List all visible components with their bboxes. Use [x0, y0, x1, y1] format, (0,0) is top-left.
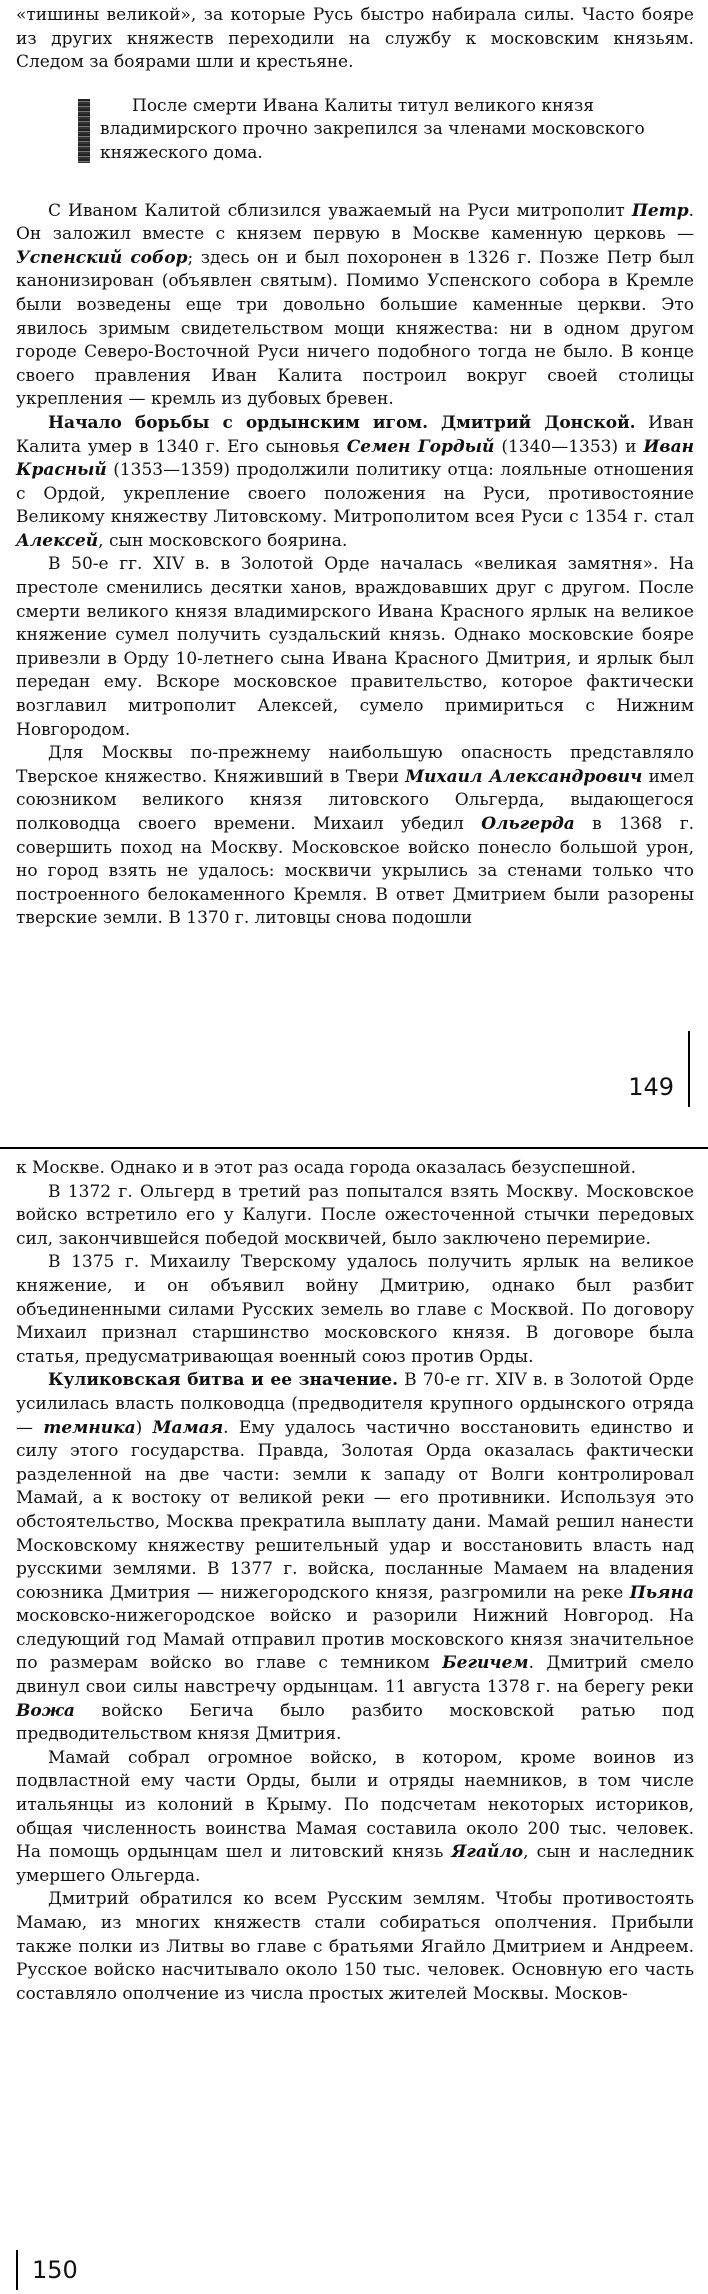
term-mamai: Мамая: [152, 1417, 224, 1438]
term-vozha: Вожа: [16, 1700, 75, 1721]
page-number-rule: [16, 2250, 18, 2290]
callout-box: [78, 95, 694, 166]
paragraph-intro: «тишины великой», за которые Русь быстро набирала силы. Часто бояре из других княжеств переходили на службу к московским князьям. Следом за боярами шли и крестьяне.: [16, 5, 694, 73]
paragraph-1372: В 1372 г. Ольгерд в третий раз попытался взять Москву. Московское войско встретило его у Калуги. После ожесточенной стычки передовых сил, закончившейся победой москвичей, было заключено перемирие.: [16, 1181, 694, 1249]
paragraph-tver: Для Москвы по-прежнему наибольшую опасность представляло Тверское княжество. Княживший в Твери Михаил Александрович имел союзником великого князя литовского Ольгерда, выдающегося полководца своего времени. Михаил убедил Ольгерда в 1368 г. совершить поход на Москву. Московское войско понесло большой урон, но город взять не удалось: москвичи укрылись за стенами только что построенного белокаменного Кремля. В ответ Дмитрием были разорены тверские земли. В 1370 г. литовцы снова подошли: [16, 743, 695, 929]
term-yagailo: Ягайло: [451, 1842, 524, 1863]
paragraph-struggle: Начало борьбы с ордынским игом. Дмитрий Донской. Иван Калита умер в 1340 г. Его сыновья Семен Гордый (1340—1353) и Иван Красный (1353—1359) продолжили политику отца: лояльные отношения с Ордой, укрепление своего положения на Руси, противостояние Великому княжеству Литовскому. Митрополитом всея Руси с 1354 г. стал Алексей, сын московского боярина.: [16, 412, 695, 551]
term-mikhail-aleksandrovich: Михаил Александрович: [405, 766, 643, 787]
paragraph-dmitry: Дмитрий обратился ко всем Русским землям. Чтобы противостоять Мамаю, из многих княжеств стали собираться ополчения. Прибыли также полки из Литвы во главе с братьями Ягайло Дмитрием и Андреем. Русское войско насчитывало около 150 тыс. человек. Основную его часть составляло ополчение из числа простых жителей Москвы. Москов-: [16, 1889, 694, 2004]
term-uspensky-sobor: Успенский собор: [16, 247, 188, 268]
page-number: 149: [628, 1073, 674, 1101]
paragraph-zamyatnya: В 50-е гг. XIV в. в Золотой Орде началась «великая замятня». На престоле сменились десятки ханов, враждовавших друг с другом. После смерти великого князя владимирского Ивана Красного ярлык на великое княжение сумел получить суздальский князь. Однако московские бояре привезли в Орду 10-летнего сына Ивана Красного Дмитрия, и ярлык был передан ему. Вскоре московское правительство, которое фактически возглавил митрополит Алексей, сумело примириться с Нижним Новгородом.: [16, 554, 694, 740]
page-150: [0, 1147, 708, 2294]
term-ivan-krasny: Иван Красный: [16, 436, 695, 481]
section-heading-struggle: Начало борьбы с ордынским игом. Дмитрий Донской.: [48, 412, 636, 433]
term-semen-gordy: Семен Гордый: [346, 436, 495, 457]
paragraph-army: Мамай собрал огромное войско, в котором, кроме воинов из подвластной ему части Орды, были и отряды наемников, в том числе итальянцы из колоний в Крыму. По подсчетам некоторых историков, общая численность воинства Мамая составила около 200 тыс. человек. На помощь ордынцам шел и литовский князь Ягайло, сын и наследник умершего Ольгерда.: [16, 1747, 694, 1886]
term-pyana: Пьяна: [629, 1582, 694, 1603]
callout-marker-icon: [78, 99, 90, 163]
page-150-text: [16, 1157, 694, 2006]
term-begich: Бегичем: [442, 1653, 529, 1674]
term-olgerd: Ольгерда: [481, 814, 575, 834]
term-temnik: темника: [43, 1417, 136, 1438]
term-aleksei: Алексей: [16, 530, 99, 551]
paragraph-continuation: к Москве. Однако и в этот раз осада города оказалась безуспешной.: [16, 1158, 637, 1178]
term-petr: Петр: [631, 200, 689, 221]
page-number: 150: [32, 2256, 78, 2284]
section-heading-kulikovo: Куликовская битва и ее значение.: [48, 1370, 399, 1391]
paragraph-kulikovo: Куликовская битва и ее значение. В 70-е гг. XIV в. в Золотой Орде усилилась власть полководца (предводителя крупного ордынского отряда — темника) Мамая. Ему удалось частично восстановить единство и силу этого государства. Правда, Золотая Орда оказалась фактически разделенной на две части: земли к западу от Волги контролировал Мамай, а к востоку от великой реки — его противники. Используя это обстоятельство, Москва прекратила выплату дани. Мамай решил нанести Московскому княжеству решительный удар и восстановить власть над русскими землями. В 1377 г. войска, посланные Мамаем на владения союзника Дмитрия — нижегородского князя, разгромили на реке Пьяна московско-нижегородское войско и разорили Нижний Новгород. На следующий год Мамай отправил против московского князя значительное по размерам войско во главе с темником Бегичем. Дмитрий смело двинул свои силы навстречу ордынцам. 11 августа 1378 г. на берегу реки Вожа войско Бегича было разбито московской ратью под предводительством князя Дмитрия.: [16, 1370, 694, 1745]
callout-text: После смерти Ивана Калиты титул великого князя владимирского прочно закрепился за членами московского княжеского дома.: [100, 95, 645, 163]
page-number-rule: [688, 1031, 690, 1107]
paragraph-1375: В 1375 г. Михаилу Тверскому удалось получить ярлык на великое княжение, и он объявил войну Дмитрию, однако был разбит объединенными силами Русских земель во главе с Москвой. По договору Михаил признал старшинство московского князя. В договоре была статья, предусматривающая военный союз против Орды.: [16, 1252, 694, 1367]
paragraph-metropolitan-petr: С Иваном Калитой сблизился уважаемый на Руси митрополит Петр. Он заложил вместе с князем первую в Москве каменную церковь — Успенский собор; здесь он и был похоронен в 1326 г. Позже Петр был канонизирован (объявлен святым). Помимо Успенского собора в Кремле были возведены еще три довольно большие каменные церкви. Это явилось зримым свидетельством мощи княжества: ни в одном другом городе Северо-Восточной Руси ничего подобного тогда не было. В конце своего правления Иван Калита построил вокруг своей столицы укрепления — кремль из дубовых бревен.: [16, 200, 694, 410]
page-149-text: [16, 4, 694, 931]
